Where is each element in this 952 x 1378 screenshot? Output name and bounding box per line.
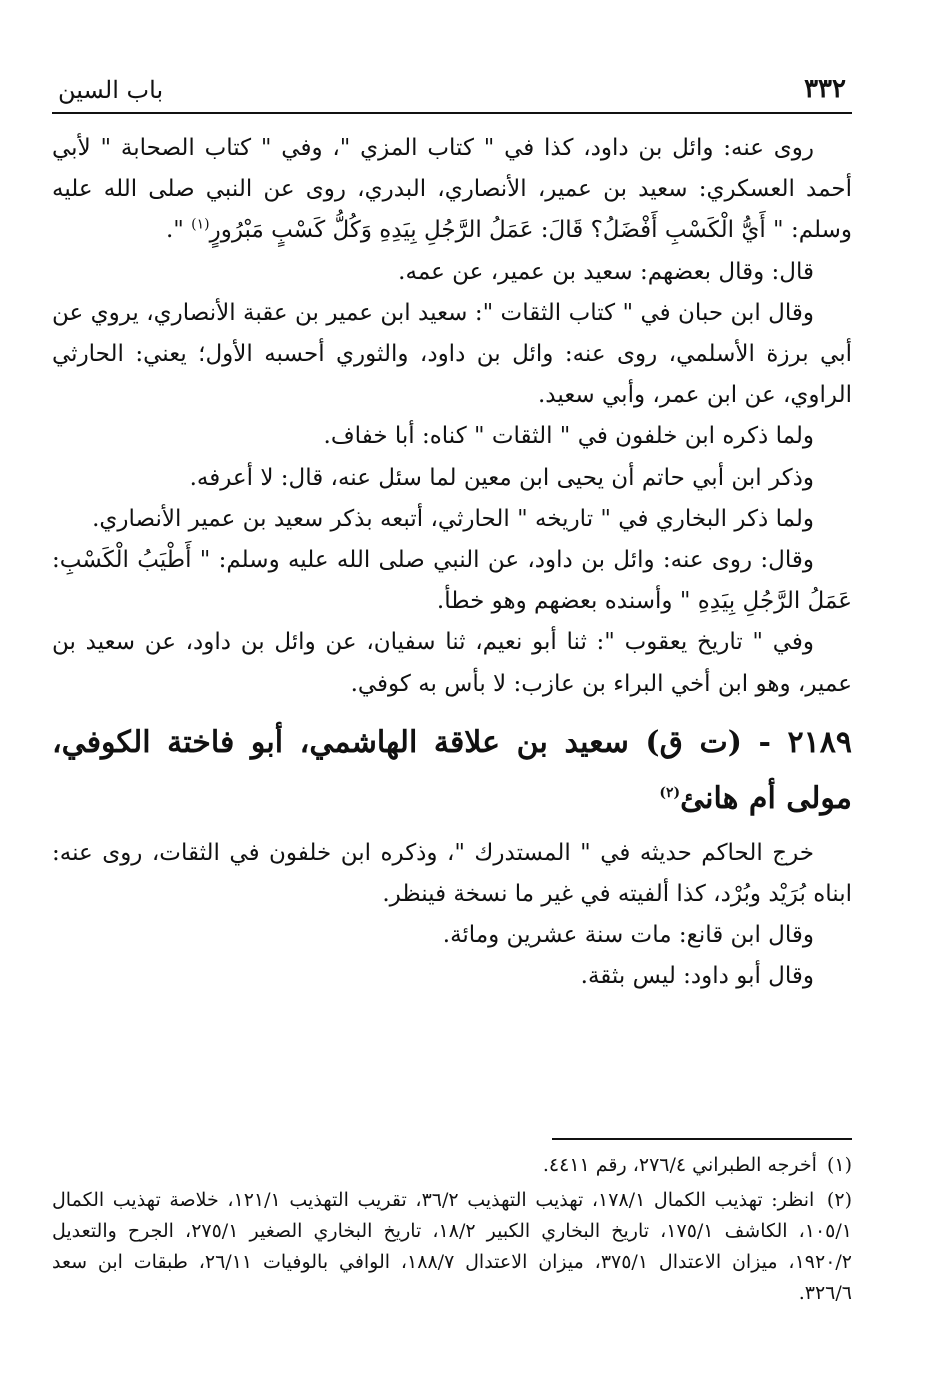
page-number: ٣٣٢: [804, 74, 846, 104]
paragraph-tail: ".: [165, 217, 192, 244]
paragraph-text: روى عنه: وائل بن داود، كذا في " كتاب المزي "، وفي " كتاب الصحابة " لأبي أحمد العسكري: سعيد بن عمير، الأنصاري، البدري، روى عن النبي صلى الله عليه وسلم: " أَيُّ الْكَسْبِ أَفْضَلُ؟ قَالَ: عَمَلُ الرَّجُلِ بِيَدِهِ وَكُلُّ كَسْبٍ مَبْرُورٍ: [52, 135, 852, 244]
book-page: [52, 70, 852, 1350]
paragraph: وفي " تاريخ يعقوب ": ثنا أبو نعيم، ثنا سفيان، عن وائل بن داود، عن سعيد بن عمير، وهو ابن أخي البراء بن عازب: لا بأس به كوفي.: [52, 629, 852, 697]
main-text: [52, 128, 852, 998]
paragraph: وقال ابن قانع: مات سنة عشرين ومائة.: [442, 922, 814, 949]
running-header: [52, 70, 852, 114]
paragraph: ولما ذكره ابن خلفون في " الثقات " كناه: أبا خفاف.: [323, 423, 814, 450]
paragraph: قال: وقال بعضهم: سعيد بن عمير، عن عمه.: [398, 258, 814, 285]
footnote-reference: (٢): [659, 784, 681, 801]
section-title: باب السين: [58, 76, 164, 104]
footnote: [52, 1185, 852, 1309]
footnote-text: أخرجه الطبراني ٢٧٦/٤، رقم ٤٤١١.: [542, 1154, 817, 1176]
footnote-reference: (١): [191, 216, 210, 233]
paragraph: [52, 128, 852, 252]
paragraph: وقال ابن حبان في " كتاب الثقات ": سعيد ابن عمير بن عقبة الأنصاري، يروي عن أبي برزة الأسلمي، روى عنه: وائل بن داود، والثوري أحسبه الأول؛ يعني: الحارثي الراوي، عن ابن عمر، وأبي سعيد.: [52, 299, 852, 409]
footnote-marker: (٢): [826, 1189, 852, 1211]
entry-heading: [52, 715, 852, 827]
footnote-text: انظر: تهذيب الكمال ١٧٨/١، تهذيب التهذيب ٣٦/٢، تقريب التهذيب ١٢١/١، خلاصة تهذيب الكمال ١٠٥/١، الكاشف ١٧٥/١، تاريخ البخاري الكبير ١٨/٢، تاريخ البخاري الصغير ٢٧٥/١، الجرح والتعديل ١٩٢٠/٢، ميزان الاعتدال ٣٧٥/١، ميزان الاعتدال ١٨٨/٧، الوافي بالوفيات ٢٦/١١، طبقات ابن سعد ٣٢٦/٦.: [52, 1189, 853, 1304]
paragraph: وقال أبو داود: ليس بثقة.: [580, 963, 814, 990]
paragraph: ولما ذكر البخاري في " تاريخه " الحارثي، أتبعه بذكر سعيد بن عمير الأنصاري.: [92, 505, 814, 532]
paragraph: خرج الحاكم حديثه في " المستدرك "، وذكره ابن خلفون في الثقات، روى عنه: ابناه بُرَيْد وبُرْد، كذا ألفيته في غير ما نسخة فينظر.: [52, 839, 852, 908]
paragraph: وقال: روى عنه: وائل بن داود، عن النبي صلى الله عليه وسلم: " أَطْيَبُ الْكَسْبِ: عَمَلُ الرَّجُلِ بِيَدِهِ " وأسنده بعضهم وهو خطأ.: [52, 547, 852, 615]
footnotes: [52, 1138, 852, 1313]
paragraph: وذكر ابن أبي حاتم أن يحيى ابن معين لما سئل عنه، قال: لا أعرفه.: [189, 464, 814, 491]
entry-heading-text: ٢١٨٩ - (ت ق) سعيد بن علاقة الهاشمي، أبو فاختة الكوفي، مولى أم هانئ: [52, 724, 852, 816]
footnote-marker: (١): [826, 1154, 852, 1176]
footnote: [52, 1150, 852, 1181]
footnote-divider: [552, 1138, 852, 1140]
